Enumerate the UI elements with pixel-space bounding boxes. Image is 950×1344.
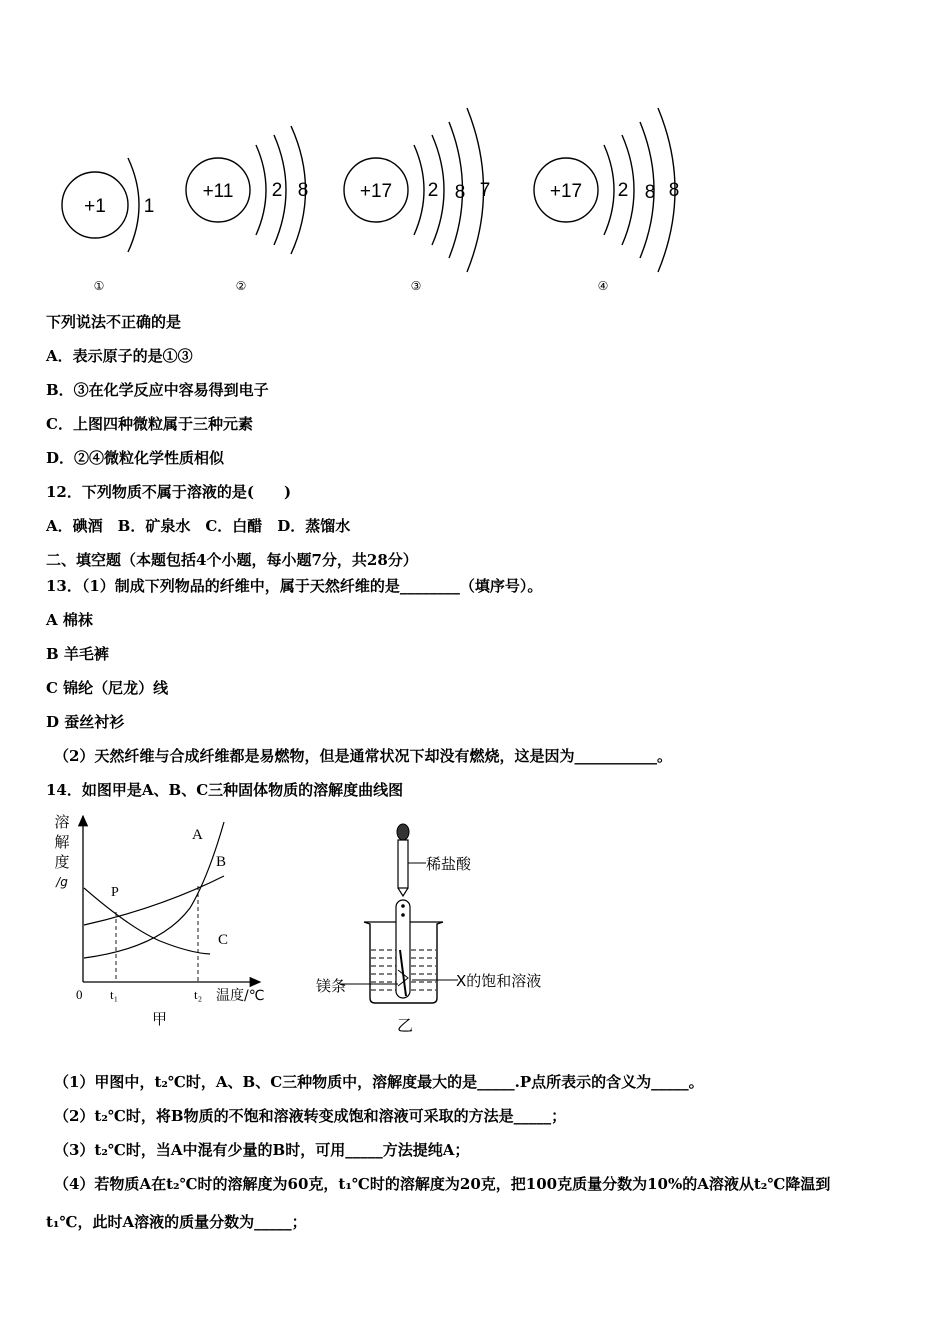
- point-p-label: P: [111, 885, 119, 900]
- atom-3-shell-2: 8: [454, 182, 466, 203]
- q11-option-c: C．上图四种微粒属于三种元素: [46, 415, 253, 433]
- curve-b-label: B: [216, 854, 227, 870]
- y-axis-label: [52, 812, 72, 892]
- atom-2-nucleus: +11: [202, 181, 234, 202]
- q12-stem: 12．下列物质不属于溶液的是( ): [46, 483, 292, 501]
- q14-stem: 14．如图甲是A、B、C三种固体物质的溶解度曲线图: [46, 781, 404, 799]
- q11-stem: 下列说法不正确的是: [46, 313, 182, 331]
- q13-option-c: C 锦纶（尼龙）线: [46, 679, 169, 697]
- q11-option-b: B．③在化学反应中容易得到电子: [46, 381, 269, 399]
- t2-label: t₂: [194, 987, 203, 1002]
- q13-option-b: B 羊毛裤: [46, 645, 109, 663]
- atom-4-label: ④: [597, 279, 609, 293]
- curve-a-label: A: [192, 827, 203, 843]
- y-axis-label-char-2: 解: [54, 833, 70, 851]
- apparatus-caption: 乙: [397, 1016, 414, 1035]
- q13-option-d: D 蚕丝衬衫: [46, 713, 125, 731]
- atom-4-shell-1: 2: [617, 180, 629, 201]
- atom-3-shell-3: 7: [479, 180, 491, 201]
- atom-3-nucleus: +17: [359, 181, 393, 202]
- t1-label: t₁: [110, 987, 119, 1002]
- q11-option-a: A．表示原子的是①③: [46, 347, 193, 365]
- atom-1-shell-1: 1: [143, 196, 155, 217]
- dropper-bulb: [397, 824, 409, 840]
- section-2-heading: 二、填空题（本题包括4个小题，每小题7分，共28分）: [46, 551, 418, 569]
- origin-label: 0: [76, 987, 83, 1002]
- y-axis-label-unit: /g: [56, 875, 68, 889]
- atom-1-label: ①: [93, 279, 105, 293]
- q14-part-1: （1）甲图中，t₂℃时，A、B、C三种物质中，溶解度最大的是_____.P点所表示的含义为_____。: [54, 1073, 704, 1091]
- mg-strip-label: 镁条: [316, 977, 347, 995]
- x-axis-label: 温度/℃: [216, 988, 265, 1004]
- graph-caption: 甲: [152, 1010, 168, 1028]
- atom-2-shell-2: 8: [297, 180, 309, 201]
- q13-part-2: （2）天然纤维与合成纤维都是易燃物，但是通常状况下却没有燃烧，这是因为___________。: [54, 747, 672, 765]
- curve-c-label: C: [218, 932, 229, 948]
- atom-2-shell-1: 2: [271, 180, 283, 201]
- q13-option-a: A 棉袜: [46, 611, 93, 629]
- dropper-tip: [398, 888, 408, 896]
- atom-1-nucleus: +1: [84, 196, 106, 217]
- dropper-tube: [398, 840, 408, 888]
- atom-4-nucleus: +17: [549, 181, 583, 202]
- atom-4-shell-2: 8: [644, 182, 656, 203]
- q14-part-4-continued: t₁℃，此时A溶液的质量分数为_____；: [46, 1213, 307, 1231]
- q14-part-2: （2）t₂℃时，将B物质的不饱和溶液转变成饱和溶液可采取的方法是_____；: [54, 1107, 567, 1125]
- y-axis-label-char-1: 溶: [54, 813, 70, 831]
- atom-structure-diagrams: [0, 0, 950, 300]
- q13-stem: 13．（1）制成下列物品的纤维中，属于天然纤维的是________（填序号）。: [46, 577, 543, 595]
- atom-4-shell-3: 8: [668, 180, 680, 201]
- atom-3-label: ③: [410, 279, 422, 293]
- q14-part-3: （3）t₂℃时，当A中混有少量的B时，可用_____方法提纯A；: [54, 1141, 470, 1159]
- solution-label: X的饱和溶液: [456, 972, 542, 990]
- solubility-graph: [40, 808, 340, 1038]
- atom-2-label: ②: [235, 279, 247, 293]
- q12-options: A．碘酒 B．矿泉水 C．白醋 D．蒸馏水: [46, 517, 351, 535]
- acid-label: 稀盐酸: [426, 855, 472, 873]
- atom-3-shell-1: 2: [427, 180, 439, 201]
- q11-option-d: D．②④微粒化学性质相似: [46, 449, 225, 467]
- y-axis-label-char-3: 度: [54, 853, 70, 871]
- q14-part-4: （4）若物质A在t₂℃时的溶解度为60克，t₁℃时的溶解度为20克，把100克质量分数为10%的A溶液从t₂℃降温到: [54, 1175, 831, 1193]
